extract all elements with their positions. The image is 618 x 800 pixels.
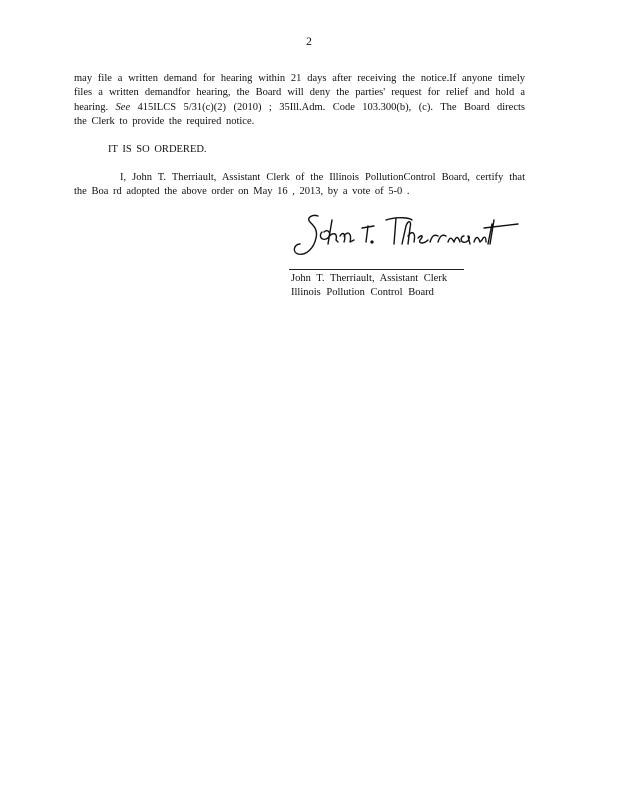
paragraph-line: I, John T. Therriault, Assistant Clerk of the Illinois PollutionControl Board, certify that: [120, 172, 525, 183]
page-number: 2: [306, 36, 312, 48]
signature-block: [291, 272, 447, 301]
paragraph-line: may file a written demand for hearing within 21 days after receiving the notice.If anyone timely: [74, 73, 525, 84]
signature-rule: [289, 269, 464, 270]
so-ordered-line: IT IS SO ORDERED.: [108, 144, 207, 155]
paragraph-fragment: hearing.: [74, 101, 109, 113]
paragraph-certification: [74, 171, 525, 200]
paragraph-line: files a written demandfor hearing, the Board will deny the parties' request for relief and hold a: [74, 87, 525, 99]
citation-text: 415ILCS 5/31(c)(2) (2010) ; 35Ill.Adm. Code 103.300(b), (c). The Board directs: [137, 101, 526, 113]
paragraph-line: the Clerk to provide the required notice.: [74, 116, 255, 128]
paragraph-line: [74, 101, 525, 115]
paragraph-notice-hearing: [74, 72, 525, 130]
citation-signal: See: [115, 101, 131, 113]
signatory-name-title: John T. Therriault, Assistant Clerk: [291, 273, 448, 284]
signatory-organization: Illinois Pollution Control Board: [291, 287, 434, 299]
paragraph-line: the Boa rd adopted the above order on May 16 , 2013, by a vote of 5-0 .: [74, 186, 410, 198]
handwritten-signature: [288, 206, 528, 262]
